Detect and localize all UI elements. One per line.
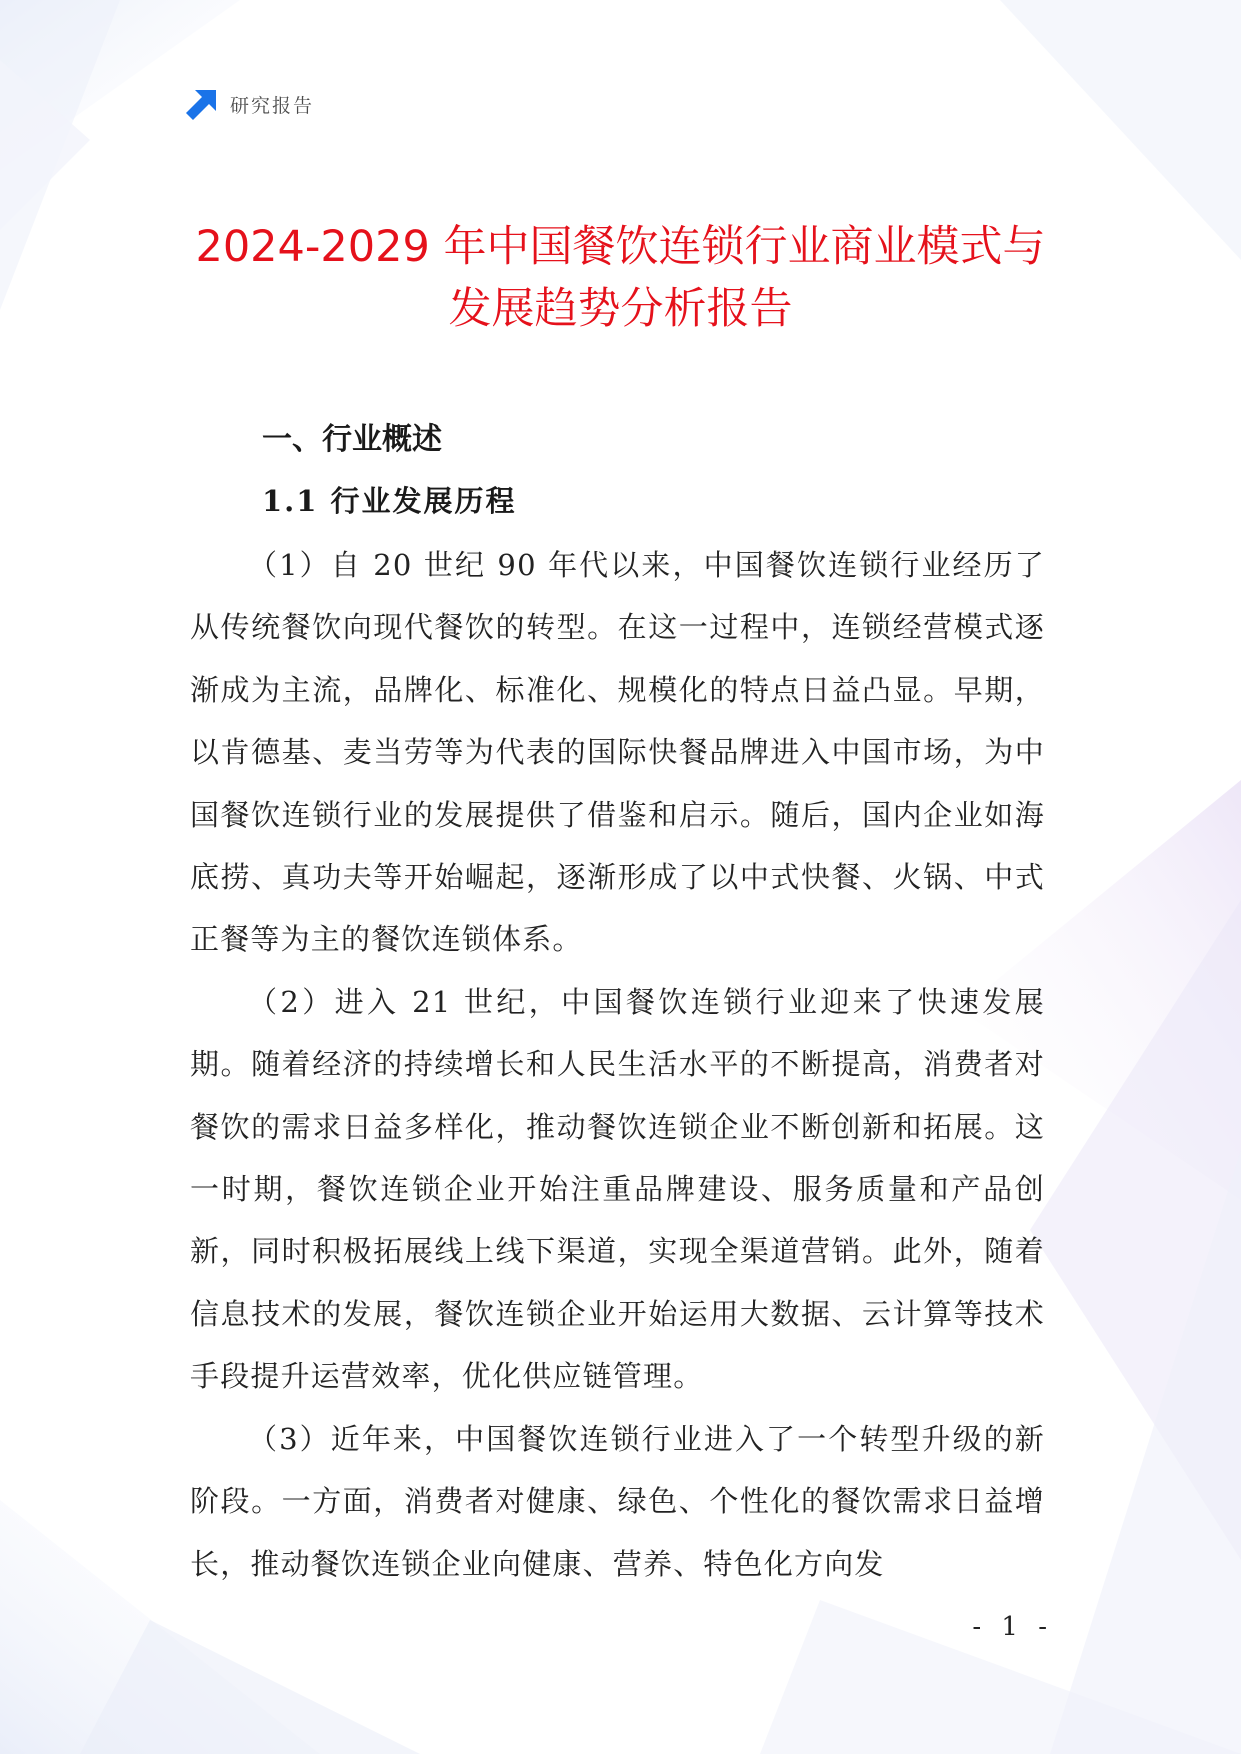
title-line-1: 2024-2029 年中国餐饮连锁行业商业模式与	[195, 222, 1046, 272]
title-line-2: 发展趋势分析报告	[448, 284, 793, 334]
paragraph-2: （2）进入 21 世纪，中国餐饮连锁行业迎来了快速发展期。随着经济的持续增长和人民生活水平的不断提高，消费者对餐饮的需求日益多样化，推动餐饮连锁企业不断创新和拓展。这一时期，餐饮连锁企业开始注重品牌建设、服务质量和产品创新，同时积极拓展线上线下渠道，实现全渠道营销。此外，随着信息技术的发展，餐饮连锁企业开始运用大数据、云计算等技术手段提升运营效率，优化供应链管理。	[190, 984, 1045, 1394]
report-header	[186, 88, 314, 120]
document-body	[190, 420, 1045, 1595]
page-number: - 1 -	[972, 1612, 1053, 1642]
report-title	[160, 216, 1081, 340]
section-heading: 一、行业概述	[262, 422, 442, 457]
arrow-up-right-icon	[186, 88, 218, 120]
paragraph-1: （1）自 20 世纪 90 年代以来，中国餐饮连锁行业经历了从传统餐饮向现代餐饮的转型。在这一过程中，连锁经营模式逐渐成为主流，品牌化、标准化、规模化的特点日益凸显。早期，以肯德基、麦当劳等为代表的国际快餐品牌进入中国市场，为中国餐饮连锁行业的发展提供了借鉴和启示。随后，国内企业如海底捞、真功夫等开始崛起，逐渐形成了以中式快餐、火锅、中式正餐等为主的餐饮连锁体系。	[190, 548, 1045, 957]
subsection-heading: 1.1 行业发展历程	[262, 484, 517, 518]
paragraph-3: （3）近年来，中国餐饮连锁行业进入了一个转型升级的新阶段。一方面，消费者对健康、绿色、个性化的餐饮需求日益增长，推动餐饮连锁企业向健康、营养、特色化方向发	[190, 1421, 1045, 1581]
report-label: 研究报告	[230, 94, 315, 117]
